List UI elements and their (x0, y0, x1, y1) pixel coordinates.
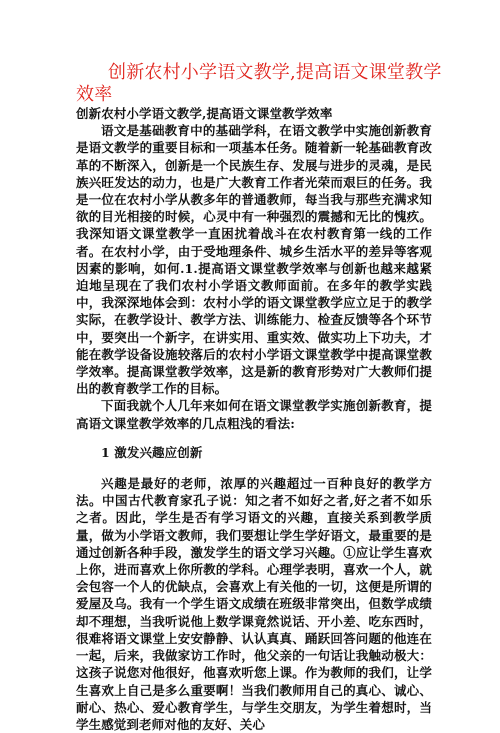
document-subtitle: 创新农村小学语文教学,提高语文课堂教学效率 (76, 106, 333, 121)
intro-paragraph: 语文是基础教育中的基础学科，在语文教学中实施创新教育是语文教学的重要目标和一项基本任务。随着新一轮基础教育改革的不断深入，创新是一个民族生存、发展与进步的灵魂，是民族兴旺发达的动力，也是广大教育工作者光荣而艰巨的任务。我是一位在农村小学从教多年的普通教师，每当我与那些充满求知欲的目光相接的时候，心灵中有一种强烈的震撼和无比的愧疚。我深知语文课堂教学一直困扰着战斗在农村教育第一线的工作者。在农村小学，由于受地理条件、城乡生活水平的差异等客观因素的影响，如何.1.提高语文课堂教学效率与创新也越来越紧迫地呈现在了我们农村小学语文教师面前。在多年的教学实践中，我深深地体会到：农村小学的语文课堂教学应立足于的教学实际，在教学设计、教学方法、训练能力、检查反馈等各个环节中，要突出一个新字，在讲实用、重实效、做实功上下功夫，才能在教学设备设施较落后的农村小学语文课堂教学中提高课堂教学效率。提高课堂教学效率，这是新的教育形势对广大教师们提出的教育教学工作的目标。 (76, 123, 432, 397)
document-title: 创新农村小学语文教学,提高语文课堂教学效率 (76, 62, 442, 105)
section-heading: 1 激发兴趣应创新 (101, 444, 203, 460)
document-body (76, 105, 432, 733)
transition-paragraph: 下面我就个人几年来如何在语文课堂教学实施创新教育，提高语文课堂教学效率的几点粗浅的看法: (76, 398, 432, 431)
section-paragraph: 兴趣是最好的老师，浓厚的兴趣超过一百种良好的教学方法。中国古代教育家孔子说：知之者不如好之者,好之者不如乐之者。因此，学生是否有学习语文的兴趣，直接关系到教学质量，做为小学语文教师，我们要想让学生学好语文，最重要的是通过创新各种手段，激发学生的语文学习兴趣。①应让学生喜欢上你，进而喜欢上你所教的学科。心理学表明，喜欢一个人，就会包容一个人的优缺点，会喜欢上有关他的一切，这便是所谓的爱屋及乌。我有一个学生语文成绩在班级非常突出，但数学成绩却不理想，当我听说他上数学课竟然说话、开小差、吃东西时，很难将语文课堂上安安静静、认认真真、踊跃回答问题的他连在一起，后来，我做家访工作时，他父亲的一句话让我触动极大：这孩子说您对他很好，他喜欢听您上课。作为教师的我们，让学生喜欢上自己是多么重要啊！当我们教师用自己的真心、诚心、耐心、热心、爱心教育学生，与学生交朋友，为学生着想时，当学生感觉到老师对他的友好、关心 (76, 476, 432, 732)
